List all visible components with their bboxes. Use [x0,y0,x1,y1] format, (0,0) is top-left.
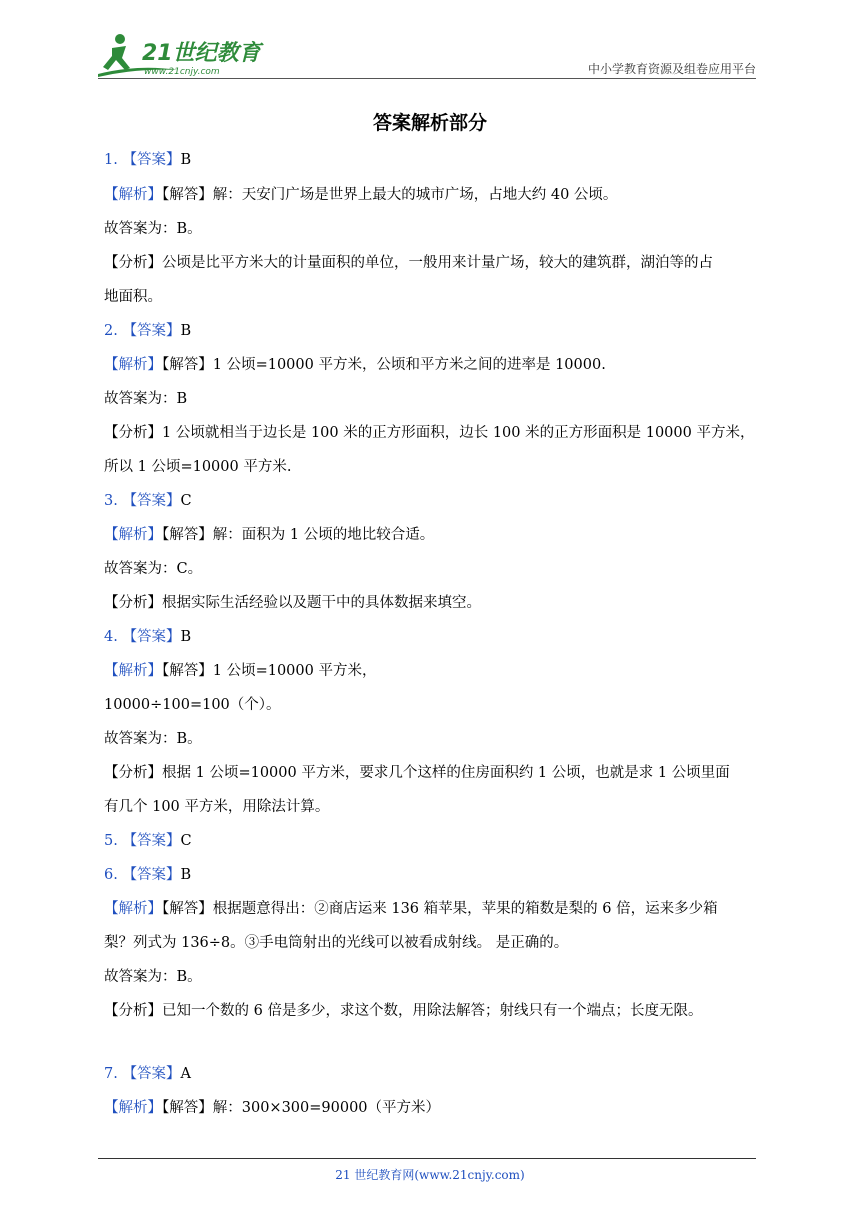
line-text: B [180,323,192,339]
text-line [104,525,434,545]
text-line [104,763,730,783]
page-header [98,30,756,80]
text-line [104,457,291,477]
logo [98,30,268,78]
platform-label: 中小学教育资源及组卷应用平台 [587,62,756,76]
line-text: 10000÷100=100（个）。 [104,697,281,713]
text-line [104,321,191,341]
text-line [104,831,192,851]
text-line [104,150,191,170]
answer-tag: 7. 【答案】 [104,1066,181,1082]
footer-divider [98,1158,756,1159]
line-text: C [180,493,192,509]
logo-text: 21世纪教育 [142,41,261,66]
answer-tag: 5. 【答案】 [104,833,181,849]
line-text: B [180,867,192,883]
line-text: 所以 1 公顷=10000 平方米. [104,459,292,475]
line-text: 【分析】已知一个数的 6 倍是多少，求这个数，用除法解答；射线只有一个端点；长度无限。 [104,1003,703,1019]
answer-tag: 【解析】 [104,901,162,917]
answer-tag: 【解析】 [104,527,162,543]
text-line [104,933,568,953]
text-line [104,287,162,307]
line-text: 故答案为：C。 [104,561,203,577]
text-line [104,661,376,681]
text-line [104,253,713,273]
answer-tag: 【解析】 [104,663,162,679]
line-text: 【解答】解：面积为 1 公顷的地比较合适。 [162,527,435,543]
answer-tag: 【解析】 [104,1100,162,1116]
answer-tag: 6. 【答案】 [104,867,181,883]
line-text: 故答案为：B。 [104,969,202,985]
text-line [104,967,202,987]
line-text: 【分析】1 公顷就相当于边长是 100 米的正方形面积，边长 100 米的正方形面积是 10000 平方米， [104,425,755,441]
line-text: 【分析】公顷是比平方米大的计量面积的单位，一般用来计量广场，较大的建筑群，湖泊等的占 [104,255,713,271]
text-line [104,389,187,409]
text-line [104,355,606,375]
text-line [104,423,754,443]
answer-tag: 3. 【答案】 [104,493,181,509]
line-text: 【分析】根据实际生活经验以及题干中的具体数据来填空。 [104,595,481,611]
text-line [104,627,191,647]
logo-url: www.21cnjy.com [144,67,220,77]
text-line [104,899,718,919]
answer-tag: 【解析】 [104,357,162,373]
answer-tag: 【解析】 [104,187,162,203]
answer-tag: 1. 【答案】 [104,152,181,168]
text-line [104,219,202,239]
line-text: 【解答】1 公顷=10000 平方米，公顷和平方米之间的进率是 10000. [162,357,606,373]
text-line [104,695,281,715]
text-line [104,865,191,885]
text-line [104,1001,702,1021]
line-text: B [180,629,192,645]
answer-tag: 4. 【答案】 [104,629,181,645]
answer-tag: 2. 【答案】 [104,323,181,339]
line-text: C [180,833,192,849]
text-line [104,797,329,817]
text-line [104,593,481,613]
text-line [104,1098,440,1118]
line-text: A [180,1066,191,1082]
footer-link[interactable]: 21 世纪教育网(www.21cnjy.com) [335,1168,525,1182]
header-divider [98,78,756,79]
text-line [104,185,617,205]
line-text: 【分析】根据 1 公顷=10000 平方米，要求几个这样的住房面积约 1 公顷，也就是求 1 公顷里面 [104,765,730,781]
text-line [104,559,202,579]
page-title: 答案解析部分 [372,112,487,134]
line-text: 【解答】根据题意得出：②商店运来 136 箱苹果，苹果的箱数是梨的 6 倍，运来多少箱 [162,901,718,917]
line-text: 【解答】1 公顷=10000 平方米， [162,663,377,679]
text-line [104,491,192,511]
text-line [104,1064,191,1084]
text-line [104,729,202,749]
line-text: 梨？列式为 136÷8。③手电筒射出的光线可以被看成射线。 是正确的。 [104,935,569,951]
line-text: 故答案为：B [104,391,188,407]
line-text: 有几个 100 平方米，用除法计算。 [104,799,330,815]
line-text: 故答案为：B。 [104,731,202,747]
line-text: 地面积。 [104,289,162,305]
line-text: 【解答】解：天安门广场是世界上最大的城市广场，占地大约 40 公顷。 [162,187,618,203]
line-text: 故答案为：B。 [104,221,202,237]
line-text: 【解答】解：300×300=90000（平方米） [162,1100,441,1116]
line-text: B [180,152,192,168]
